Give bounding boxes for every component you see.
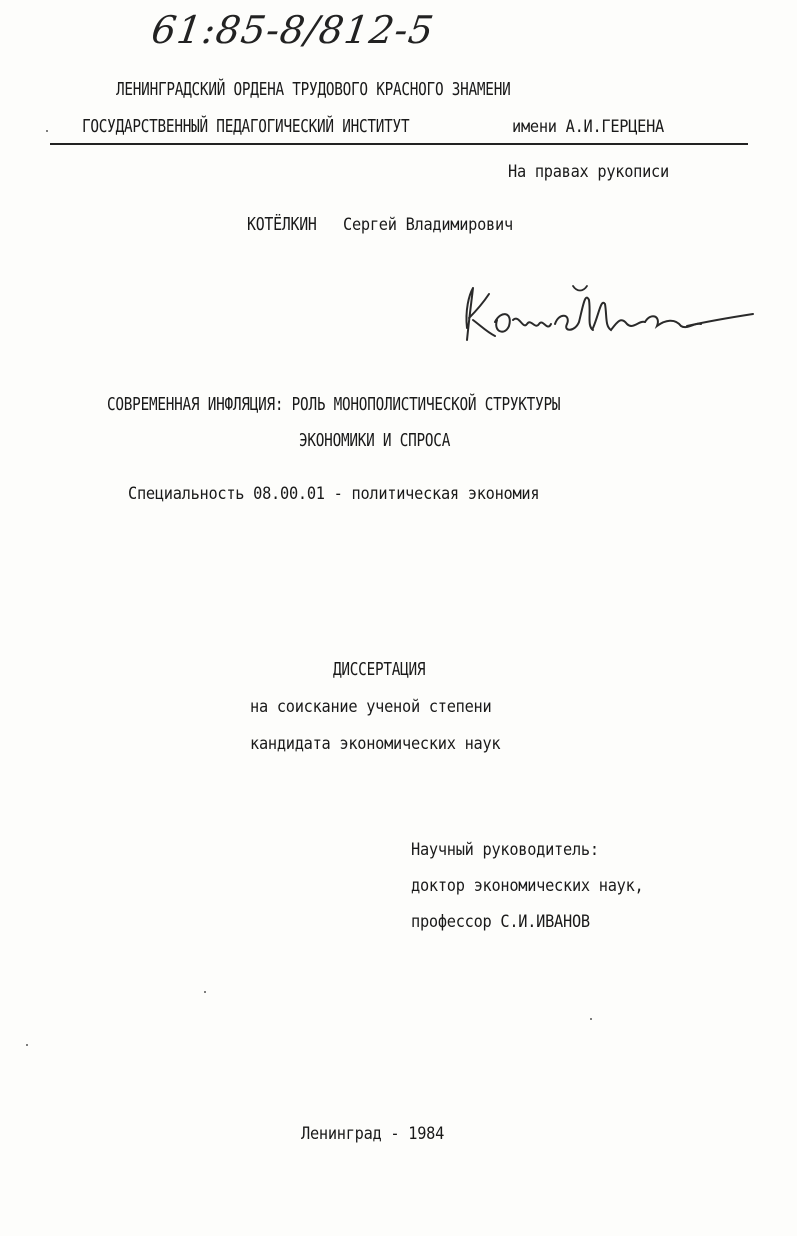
author-surname: КОТЁЛКИН (247, 215, 317, 235)
header-divider (50, 143, 748, 145)
dissertation-purpose-line-1: на соискание ученой степени (250, 697, 492, 717)
dissertation-heading: ДИССЕРТАЦИЯ (333, 660, 426, 680)
institution-name: ГОСУДАРСТВЕННЫЙ ПЕДАГОГИЧЕСКИЙ ИНСТИТУТ (82, 117, 410, 137)
scan-speck (204, 991, 206, 993)
archive-code-handwritten: 61:85-8/812-5 (148, 8, 437, 52)
supervisor-degree: доктор экономических наук, (411, 876, 644, 896)
rights-notice: На правах рукописи (508, 162, 669, 182)
institution-eponym: имени А.И.ГЕРЦЕНА (512, 117, 665, 137)
supervisor-name: профессор С.И.ИВАНОВ (411, 912, 590, 932)
place-and-year: Ленинград - 1984 (301, 1124, 445, 1144)
author-given-names: Сергей Владимирович (343, 215, 513, 235)
institution-line-1: ЛЕНИНГРАДСКИЙ ОРДЕНА ТРУДОВОГО КРАСНОГО ЗНАМЕНИ (116, 80, 511, 100)
institution-line-2 (82, 117, 681, 137)
scan-speck (26, 1044, 28, 1046)
thesis-title-line-2: ЭКОНОМИКИ И СПРОСА (299, 431, 451, 451)
supervisor-label: Научный руководитель: (411, 840, 599, 860)
author-signature (455, 270, 765, 360)
dissertation-purpose-line-2: кандидата экономических наук (250, 734, 501, 754)
thesis-title-line-1: СОВРЕМЕННАЯ ИНФЛЯЦИЯ: РОЛЬ МОНОПОЛИСТИЧЕСКОЙ СТРУКТУРЫ (107, 395, 561, 415)
specialty: Специальность 08.00.01 - политическая экономия (128, 484, 540, 504)
author-name (247, 215, 532, 235)
scan-speck (590, 1018, 592, 1020)
scan-speck (46, 130, 48, 132)
